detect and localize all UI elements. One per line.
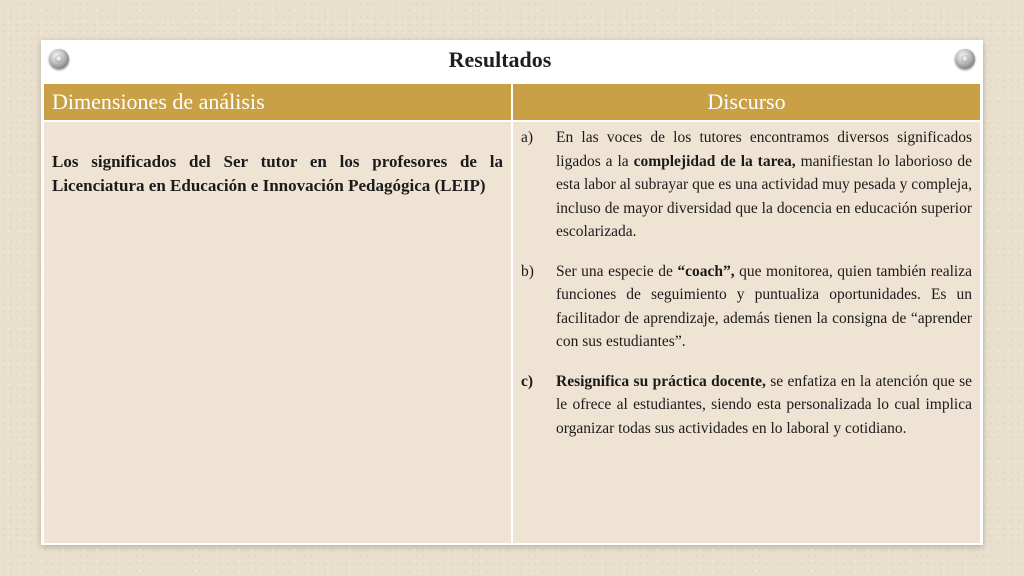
item-text: Resignifica su práctica docente, se enfatiza en la atención que se le ofrece al estudiantes, siendo esta personalizada lo cual implica organizar todas sus actividades en lo laboral y cotidiano. [556,372,972,437]
header-discourse: Discurso [513,84,980,120]
item-emphasis: Resignifica su práctica docente, [556,372,766,390]
dimension-cell [44,122,511,543]
item-text: Ser una especie de “coach”, que monitorea, quien también realiza funciones de seguimiento y puntualiza oportunidades. Es un facilitador de aprendizaje, además tienen la consigna de “aprender con sus estudiantes”. [556,262,972,350]
dimension-text: Los significados del Ser tutor en los profesores de la Licenciatura en Educación e Innovación Pedagógica (LEIP) [52,152,503,195]
discourse-item-a [521,126,972,244]
item-text: En las voces de los tutores encontramos diversos significados ligados a la complejidad de la tarea, manifiestan lo laborioso de esta labor al subrayar que es una actividad muy pesada y compleja, incluso de mayor diversidad que la docencia en educación superior escolarizada. [556,129,972,240]
item-emphasis: “coach”, [677,262,735,280]
slide-title: Resultados [448,47,552,72]
discourse-item-b [521,260,972,354]
results-table [44,84,980,543]
discourse-item-c [521,370,972,441]
discourse-cell [513,122,980,543]
header-dimensions: Dimensiones de análisis [44,84,511,120]
item-marker: b) [521,262,534,280]
item-emphasis: complejidad de la tarea, [633,152,796,170]
item-marker: c) [521,372,534,390]
item-marker: a) [521,129,534,146]
